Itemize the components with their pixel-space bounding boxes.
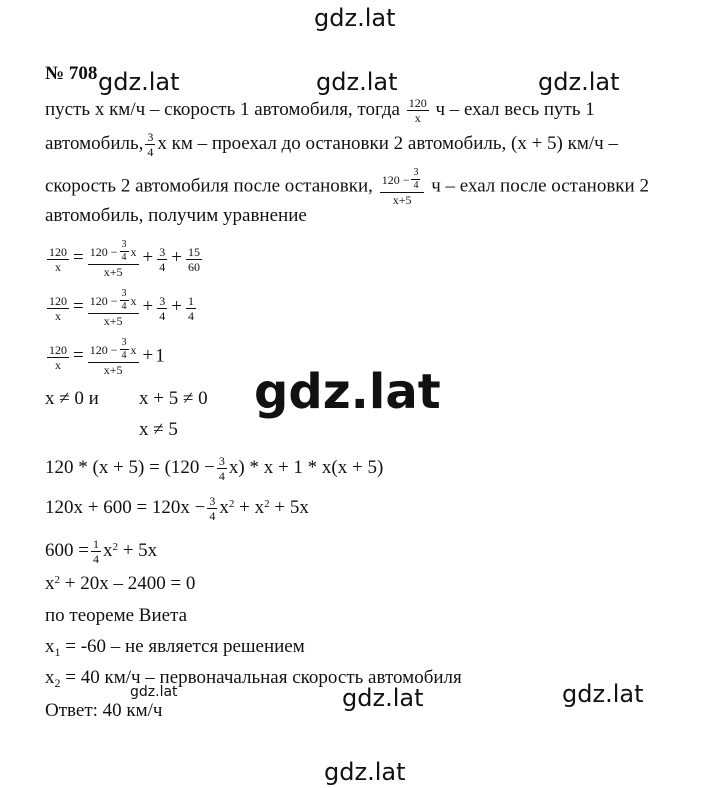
equation-line-7: 600 = $\frac{1}{4}$ $x^2 + 5x$ (45, 537, 158, 566)
equation-line-5: 120 * (x + 5) = (120 − $\frac{3}{4}$ x) * x + 1 * x(x + 5) (45, 454, 384, 483)
text-segment: автомобиль, (45, 132, 144, 154)
text-segment: скорость 2 автомобиля после остановки, (45, 175, 373, 197)
watermark-small: gdz.lat (130, 684, 178, 700)
root-x2-line: $x_2 = 40$ км/ч – первоначальная скорость автомобиля (45, 667, 462, 690)
watermark-bottom-right: gdz.lat (562, 680, 644, 708)
equation-1: $\frac{120}{x}$ = 120 − $\frac{3}{4}$ x x+5 + $\frac{3}{4}$ + $\frac{15}{60}$ (49, 239, 200, 279)
paragraph-line-3 (45, 168, 649, 206)
equation-2: $\frac{120}{x}$ = 120 − $\frac{3}{4}$ x x+5 + $\frac{3}{4}$ + $\frac{1}{4}$ (49, 288, 194, 328)
vieta-theorem-line: по теореме Виета (45, 605, 188, 626)
fraction-3-4: $\frac{3}{4}$ (147, 130, 154, 159)
watermark-row1-a: gdz.lat (98, 68, 180, 96)
watermark-bottom-mid: gdz.lat (342, 684, 424, 712)
paragraph-line-2 (45, 131, 618, 158)
fraction-120-minus-34-over-x5: 120 − $\frac{3}{4}$ x+5 (380, 168, 425, 206)
text-segment: ч – ехал весь путь 1 (435, 98, 595, 120)
answer-line: Ответ: 40 км/ч (45, 700, 163, 721)
paragraph-line-4: автомобиль, получим уравнение (45, 205, 307, 226)
equation-3: $\frac{120}{x}$ = 120 − $\frac{3}{4}$ x x+5 + 1 (49, 337, 165, 377)
condition-x-plus-5: x + 5 ≠ 0 (139, 388, 208, 409)
watermark-center: gdz.lat (254, 364, 441, 420)
watermark-bottom: gdz.lat (324, 758, 406, 786)
watermark-row1-c: gdz.lat (538, 68, 620, 96)
paragraph-line-1 (45, 97, 595, 124)
text-segment: пусть x км/ч – скорость 1 автомобиля, тогда (45, 98, 400, 120)
condition-x-not-5: x ≠ 5 (139, 419, 178, 440)
text-segment: x км – проехал до остановки 2 автомобиль, (x + 5) км/ч – (157, 132, 618, 154)
equation-line-8: $x^2 + 20x - 2400 = 0$ (45, 573, 196, 594)
watermark-row1-b: gdz.lat (316, 68, 398, 96)
root-x1-line: $x_1 = -60$ – не является решением (45, 636, 305, 659)
condition-x: x ≠ 0 и (45, 388, 99, 409)
watermark-top: gdz.lat (314, 4, 396, 32)
problem-number: № 708 (45, 63, 98, 84)
text-segment: ч – ехал после остановки 2 (431, 175, 649, 197)
equation-line-6: 120x + 600 = 120x − $\frac{3}{4}$ $x^2 + x^2 + 5x$ (45, 494, 309, 523)
fraction-120-over-x: $\frac{120}{x}$ (408, 96, 427, 125)
